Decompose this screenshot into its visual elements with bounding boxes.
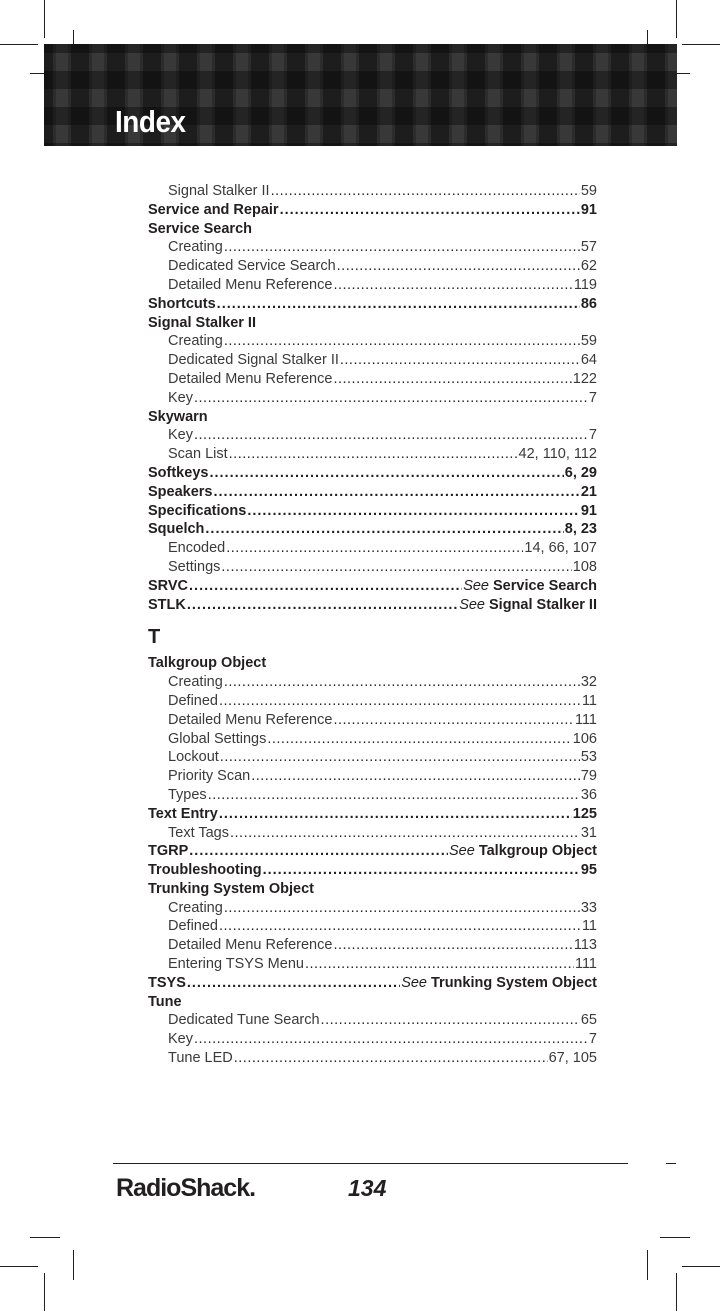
index-entry: [148, 483, 597, 502]
page-reference: 95: [580, 862, 597, 879]
index-entry: [148, 824, 597, 843]
page-reference: 8, 23: [564, 521, 597, 538]
index-term: Detailed Menu Reference: [168, 276, 333, 293]
index-entry: [148, 955, 597, 974]
index-entry: [148, 332, 597, 351]
page-reference: 7: [588, 427, 597, 444]
index-term: Text Entry: [148, 805, 218, 822]
index-term: Specifications: [148, 502, 247, 519]
index-term: Tune LED: [168, 1050, 233, 1067]
index-term: Signal Stalker II: [148, 314, 256, 331]
page-reference: 79: [580, 768, 597, 785]
index-entry: [148, 805, 597, 824]
dot-leader: [333, 370, 571, 389]
index-term: Text Tags: [168, 824, 229, 841]
index-entry: [148, 502, 597, 521]
dot-leader: [219, 805, 572, 824]
index-entry: [148, 993, 597, 1012]
dot-leader: [224, 332, 580, 351]
dot-leader: [333, 936, 572, 955]
dot-leader: [333, 711, 574, 730]
dot-leader: [251, 767, 580, 786]
page-reference: 106: [572, 730, 597, 747]
index-entry: [148, 464, 597, 483]
index-term: Encoded: [168, 540, 226, 557]
dot-leader: [271, 182, 580, 201]
index-term: Dedicated Service Search: [168, 258, 336, 275]
page-reference: 65: [580, 1012, 597, 1029]
page-reference: 42, 110, 112: [518, 446, 597, 463]
page-reference: 113: [573, 937, 597, 954]
index-term: Scan List: [168, 446, 228, 463]
index-term: Lockout: [168, 749, 219, 766]
index-term: Entering TSYS Menu: [168, 956, 304, 973]
index-entry: [148, 1030, 597, 1049]
see-reference: See: [463, 577, 489, 594]
page-reference: 32: [580, 674, 597, 691]
index-term: Defined: [168, 692, 218, 709]
index-content: [148, 182, 597, 1068]
index-entry: [148, 558, 597, 577]
page-reference: 6, 29: [564, 464, 597, 481]
index-term: Speakers: [148, 483, 213, 500]
index-term: Service Search: [148, 220, 252, 237]
index-term: Key: [168, 427, 193, 444]
index-entry: [148, 692, 597, 711]
page-reference: 111: [574, 711, 597, 728]
dot-leader: [263, 861, 580, 880]
index-entry: [148, 257, 597, 276]
see-reference: See: [401, 974, 427, 991]
dot-leader: [224, 238, 580, 257]
footer-rule: [113, 1163, 628, 1164]
footer-rule-mark: [666, 1163, 676, 1164]
index-entry: [148, 730, 597, 749]
index-entry: [148, 426, 597, 445]
page-reference: 119: [573, 276, 597, 293]
page-reference: 11: [581, 918, 597, 935]
see-reference: See: [449, 843, 475, 860]
index-entry: [148, 861, 597, 880]
dot-leader: [280, 201, 580, 220]
index-term: STLK: [148, 596, 186, 613]
index-term: Creating: [168, 899, 223, 916]
page-reference: 7: [588, 1031, 597, 1048]
dot-leader: [219, 692, 581, 711]
dot-leader: [230, 824, 580, 843]
index-entry: [148, 1011, 597, 1030]
page-title: Index: [115, 104, 186, 139]
index-term: Types: [168, 786, 207, 803]
index-entry: [148, 539, 597, 558]
index-entries-s: [148, 182, 597, 614]
dot-leader: [321, 1011, 580, 1030]
dot-leader: [189, 842, 448, 861]
dot-leader: [189, 577, 462, 596]
dot-leader: [226, 539, 523, 558]
index-term: Shortcuts: [148, 295, 216, 312]
page-reference: 31: [580, 824, 597, 841]
index-entry: [148, 238, 597, 257]
index-header-banner: [44, 44, 677, 146]
dot-leader: [219, 917, 581, 936]
index-term: Trunking System Object: [148, 880, 314, 897]
dot-leader: [340, 351, 580, 370]
index-term: Defined: [168, 918, 218, 935]
index-entry: [148, 445, 597, 464]
index-entry: [148, 673, 597, 692]
dot-leader: [224, 673, 580, 692]
dot-leader: [194, 426, 588, 445]
index-term: Creating: [168, 674, 223, 691]
dot-leader: [333, 276, 572, 295]
section-letter: T: [148, 626, 161, 649]
index-term: Priority Scan: [168, 768, 251, 785]
index-entry: [148, 842, 597, 861]
page-reference: Service Search: [493, 577, 597, 594]
dot-leader: [187, 596, 458, 615]
dot-leader: [224, 899, 580, 918]
index-entry: [148, 748, 597, 767]
page-reference: 67, 105: [548, 1050, 597, 1067]
index-term: Dedicated Signal Stalker II: [168, 352, 339, 369]
index-term: Tune: [148, 993, 182, 1010]
see-reference: See: [459, 596, 485, 613]
dot-leader: [217, 295, 580, 314]
index-term: Creating: [168, 239, 223, 256]
dot-leader: [214, 483, 580, 502]
index-term: SRVC: [148, 577, 189, 594]
page-reference: 125: [572, 805, 597, 822]
index-entry: [148, 917, 597, 936]
index-term: Talkgroup Object: [148, 655, 267, 672]
dot-leader: [220, 748, 580, 767]
index-term: Global Settings: [168, 730, 267, 747]
index-entry: [148, 314, 597, 333]
index-entry: [148, 767, 597, 786]
page-number: 134: [348, 1175, 387, 1201]
page-reference: 59: [580, 183, 597, 199]
index-term: Signal Stalker II: [168, 183, 270, 199]
index-entry: [148, 351, 597, 370]
index-entry: [148, 201, 597, 220]
index-term: Troubleshooting: [148, 862, 262, 879]
dot-leader: [194, 1030, 588, 1049]
index-entry: [148, 408, 597, 427]
index-entry: [148, 220, 597, 239]
index-entry: [148, 370, 597, 389]
dot-leader: [194, 389, 588, 408]
index-entry: [148, 276, 597, 295]
page-reference: 33: [580, 899, 597, 916]
index-term: Service and Repair: [148, 201, 279, 218]
page-reference: 7: [588, 389, 597, 406]
page-reference: 59: [580, 333, 597, 350]
page-reference: 21: [580, 483, 597, 500]
page-reference: 91: [580, 201, 597, 218]
index-term: Squelch: [148, 521, 205, 538]
index-term: Detailed Menu Reference: [168, 711, 333, 728]
index-entry: [148, 974, 597, 993]
page-reference: 11: [581, 692, 597, 709]
dot-leader: [208, 786, 580, 805]
dot-leader: [247, 502, 580, 521]
index-entry: [148, 880, 597, 899]
page-reference: 64: [580, 352, 597, 369]
dot-leader: [187, 974, 400, 993]
dot-leader: [337, 257, 580, 276]
index-term: TGRP: [148, 843, 189, 860]
page-reference: 91: [580, 502, 597, 519]
page-reference: 14, 66, 107: [524, 540, 597, 557]
index-entry: [148, 654, 597, 673]
page-reference: 57: [580, 239, 597, 256]
dot-leader: [229, 445, 518, 464]
dot-leader: [305, 955, 574, 974]
page-reference: Signal Stalker II: [489, 596, 597, 613]
index-term: Key: [168, 1031, 193, 1048]
index-term: Settings: [168, 558, 221, 575]
page-reference: 62: [580, 258, 597, 275]
index-entry: [148, 1049, 597, 1068]
page-reference: 53: [580, 749, 597, 766]
dot-leader: [221, 558, 571, 577]
index-entry: [148, 182, 597, 201]
page-reference: 108: [572, 558, 597, 575]
index-term: Creating: [168, 333, 223, 350]
dot-leader: [205, 520, 563, 539]
index-term: Detailed Menu Reference: [168, 370, 333, 387]
page-reference: Trunking System Object: [431, 974, 597, 991]
index-entry: [148, 577, 597, 596]
index-entries-t: [148, 654, 597, 1068]
index-entry: [148, 786, 597, 805]
index-term: TSYS: [148, 974, 186, 991]
index-term: Detailed Menu Reference: [168, 937, 333, 954]
page-reference: 111: [574, 956, 597, 973]
index-entry: [148, 936, 597, 955]
index-entry: [148, 295, 597, 314]
dot-leader: [234, 1049, 548, 1068]
index-entry: [148, 711, 597, 730]
page-reference: 86: [580, 295, 597, 312]
index-entry: [148, 899, 597, 918]
index-term: Skywarn: [148, 408, 208, 425]
index-entry: [148, 520, 597, 539]
index-term: Key: [168, 389, 193, 406]
radioshack-logo: RadioShack.: [116, 1174, 256, 1202]
dot-leader: [267, 730, 571, 749]
index-term: Dedicated Tune Search: [168, 1012, 320, 1029]
page-reference: 122: [572, 370, 597, 387]
index-entry: [148, 389, 597, 408]
index-term: Softkeys: [148, 464, 209, 481]
index-entry: [148, 596, 597, 615]
page-reference: Talkgroup Object: [478, 843, 597, 860]
page-reference: 36: [580, 786, 597, 803]
dot-leader: [209, 464, 563, 483]
